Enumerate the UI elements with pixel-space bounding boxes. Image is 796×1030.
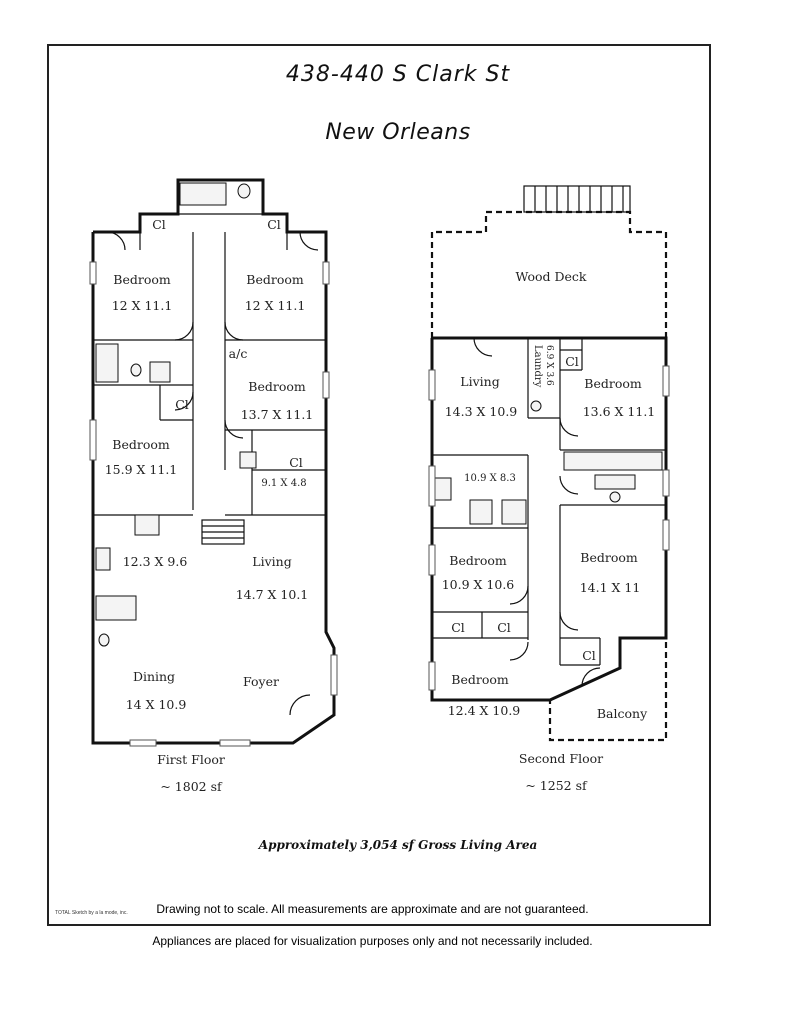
appliance-disclaimer: Appliances are placed for visualization purposes only and not necessarily included. [152, 934, 593, 948]
kitchen-size: 10.9 X 8.3 [464, 473, 516, 484]
address-title: 438-440 S Clark St [285, 62, 511, 87]
first-floor-area: ~ 1802 sf [160, 779, 222, 794]
room-name: Bedroom [248, 379, 306, 394]
closet-label: Cl [582, 648, 596, 663]
entry-door-swing [290, 695, 310, 715]
second-floor-outer-wall [432, 338, 666, 700]
door-swing [474, 338, 492, 356]
stove-icon [135, 515, 159, 535]
door-swing [510, 642, 528, 660]
room-size: 15.9 X 11.1 [104, 462, 178, 477]
door-swing [300, 232, 318, 250]
closet-label: Cl [152, 217, 166, 232]
counter-icon [502, 500, 526, 524]
room-name: Bedroom [449, 553, 507, 568]
room-name: Living [252, 554, 292, 569]
room-name: Living [460, 374, 500, 389]
toilet-icon [99, 634, 109, 646]
toilet-icon [238, 184, 250, 198]
washer-icon [531, 401, 541, 411]
first-floor-stairs [202, 520, 244, 544]
bathtub-icon [180, 183, 226, 205]
sink-icon [435, 478, 451, 500]
room-size: 12 X 11.1 [244, 298, 306, 313]
room-size: 12 X 11.1 [111, 298, 173, 313]
laundry-size: 6.9 X 3.6 [544, 345, 554, 386]
room-size: 14.7 X 10.1 [235, 587, 309, 602]
door-swing [560, 612, 578, 630]
kitchen-size: 12.3 X 9.6 [122, 554, 188, 569]
door-swing [560, 476, 578, 494]
toilet-icon [610, 492, 620, 502]
utility-room-size: 9.1 X 4.8 [261, 478, 307, 489]
balcony-outline [550, 638, 666, 740]
closet-label: Cl [451, 620, 465, 635]
door-swing [175, 322, 193, 340]
bathtub-icon [96, 344, 118, 382]
closet-label: Cl [565, 354, 579, 369]
closet-label: Cl [175, 397, 189, 412]
laundry-label: Laundry [532, 345, 543, 388]
first-floor-label: First Floor [157, 752, 225, 767]
closet-label: Cl [497, 620, 511, 635]
toilet-icon [131, 364, 141, 376]
room-name: Bedroom [113, 272, 171, 287]
closet-label: Cl [267, 217, 281, 232]
room-name: Foyer [243, 674, 279, 689]
room-size: 12.4 X 10.9 [447, 703, 521, 718]
balcony-label: Balcony [596, 706, 648, 721]
door-swing [225, 420, 243, 438]
bathtub-icon [564, 452, 662, 470]
room-size: 13.7 X 11.1 [240, 407, 314, 422]
bathtub-icon [96, 596, 136, 620]
door-swing [560, 418, 578, 436]
room-size: 14 X 10.9 [125, 697, 187, 712]
water-heater-icon [240, 452, 256, 468]
ac-label: a/c [228, 346, 248, 361]
room-size: 13.6 X 11.1 [582, 404, 656, 419]
door-swing [225, 322, 243, 340]
room-name: Dining [132, 669, 176, 684]
room-name: Bedroom [112, 437, 170, 452]
city-title: New Orleans [325, 120, 471, 145]
sink-icon [150, 362, 170, 382]
second-floor-area: ~ 1252 sf [525, 778, 587, 793]
stove-icon [470, 500, 492, 524]
room-name: Bedroom [246, 272, 304, 287]
room-size: 14.1 X 11 [579, 580, 641, 595]
room-size: 14.3 X 10.9 [444, 404, 518, 419]
room-name: Bedroom [584, 376, 642, 391]
room-name: Bedroom [580, 550, 638, 565]
deck-label: Wood Deck [515, 269, 587, 284]
room-name: Bedroom [451, 672, 509, 687]
gross-living-area: Approximately 3,054 sf Gross Living Area [258, 838, 538, 852]
software-credit: TOTAL Sketch by a la mode, inc. [55, 910, 128, 916]
double-sink-icon [595, 475, 635, 489]
sink-icon [96, 548, 110, 570]
deck-stairs [524, 186, 630, 212]
second-floor-label: Second Floor [518, 751, 604, 766]
door-swing [107, 232, 125, 250]
scale-disclaimer: Drawing not to scale. All measurements are approximate and are not guaranteed. [156, 902, 589, 916]
room-size: 10.9 X 10.6 [441, 577, 515, 592]
closet-label: Cl [289, 455, 303, 470]
